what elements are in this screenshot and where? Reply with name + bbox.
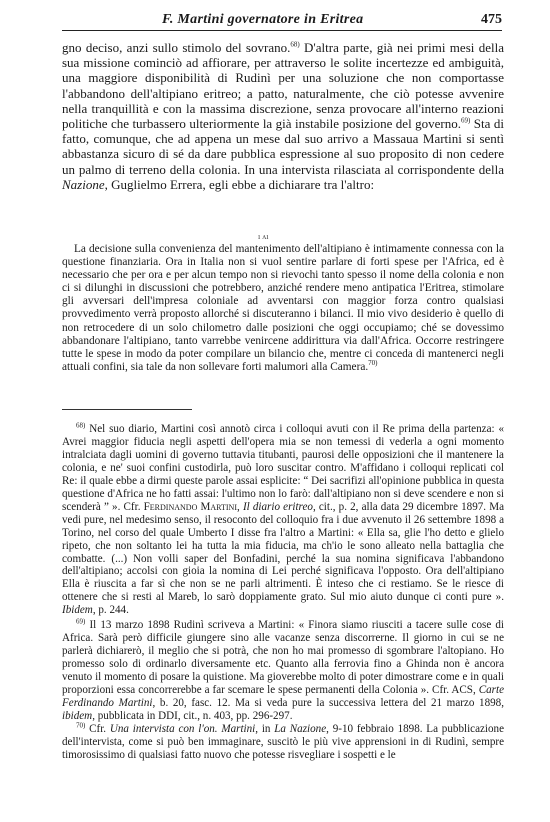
text-run: , p. 244.	[92, 604, 129, 617]
text-run: gno deciso, anzi sullo stimolo del sovrano.	[62, 40, 291, 55]
footnote-70	[62, 723, 504, 762]
text-run: Nel suo diario, Martini così annotò circa i colloqui avuti con il Re prima della partenza: « Avrei maggior fiducia negli aspetti dell'opera mia se non temessi di vederla a ogni momento intralciata dagli uomini di governo tuttavia titubanti, paurosi delle opposizioni che il mantenere la colonia, e ne' suoi confini custodirla, può loro suscitar contro. M'affidano i colloqui replicati col Re: il quale ebbe a dirmi queste parole assai esplicite: “ Dei sacrifizi all'opinione pubblica in questa questione d'Africa ne ho fatti assai: l'ultimo non lo farò: dall'altipiano non si deve scendere e non si scenderà ” ». Cfr.	[62, 423, 504, 513]
newspaper-name: Nazione	[62, 176, 105, 192]
text-run: Cfr.	[85, 722, 110, 735]
book-title: Il diario eritreo	[242, 500, 313, 513]
footnote-rule	[62, 409, 192, 410]
text-run: , 9-10 febbraio 1898. La pubblicazione dell'intervista, come si può ben immaginare, suscitò le più vive apprensioni in di Rudinì, sempre timorosissimo di qualsiasi fatto nuovo che potesse risvegliare i sospetti e le	[62, 722, 505, 761]
page-number: 475	[481, 12, 502, 27]
text-run: ,	[237, 500, 243, 513]
text-run: , Guglielmo Errera, egli ebbe a dichiarare tra l'altro:	[104, 176, 375, 192]
quote-text: La decisione sulla convenienza del mantenimento dell'altipiano è intimamente connessa con la questione finanziaria. Ora in Italia non si vuol sentire parlare di forti spese per l'Africa, ed è necessario che per ora e per alcun tempo non si rievochi tanto spesso il nome della colonia e non ci si dilunghi in discussioni che potrebbero, anziché rendere meno antipatica l'Eritrea, stimolare gli avversari dell'impresa coloniale ad avventarsi con maggior forza contro qualsiasi provvedimento verrà proposto allorché si discuteranno i bilanci. Il mio vivo desiderio è quello di non retrocedere di un solo chilometro dalle posizioni che oggi occupiamo; ché se dovessimo abbandonare l'altipiano, tanto varrebbe venircene addirittura via dall'Africa. Occorre restringere tutte le spese in modo da poter compilare un bilancio che, mentre ci conceda di mantenerci negli attuali confini, sia tale da non sollevare forti malumori alla Camera.	[62, 243, 504, 373]
article-title: Una intervista con l'on. Martini	[109, 722, 256, 735]
ibidem: ibidem	[62, 709, 93, 722]
text-run: , pubblicata in DDI, cit., n. 403, pp. 296-297.	[92, 709, 293, 722]
footnote-ref-70: 70)	[368, 359, 378, 368]
footnotes	[62, 423, 504, 762]
block-quote	[62, 243, 504, 374]
text-run: Sta di fatto, comunque, che ad appena un mese dal suo arrivo a Massaua Martini si sentì abbastanza sicuro di sé da dare pubblica espressione al suo proposito di non cedere un palmo di terreno della colonia. In una intervista rilasciata al corrispondente della	[62, 116, 504, 177]
main-text	[62, 40, 504, 192]
footnote-number: 68)	[76, 421, 86, 430]
text-run: D'altra parte, già nei primi mesi della sua missione cominciò ad affiorare, per attraverso le solite incertezze ed ambiguità, una maggiore disponibilità di Rudinì per una soluzione che non comportasse l'abbandono dell'altipiano eritreo; a patto, naturalmente, che ciò potesse avvenire nella tranquillità e con la massima discrezione, senza provocare all'interno reazioni politiche che turbassero ulteriormente la già instabile posizione del governo.	[62, 40, 504, 132]
archive-title: Carte Ferdinando Martini	[62, 684, 504, 710]
separator-mark: ı ʌı	[258, 232, 269, 241]
running-title: F. Martini governatore in Eritrea	[162, 12, 364, 27]
text-run: Il 13 marzo 1898 Rudinì scriveva a Martini: « Finora siamo riusciti a tacere sulle cose di Africa. Sarà però difficile giungere sino alle vacanze senza discorrerne. Il giorno in cui se ne parlerà dichiarerò, il meglio che si potrà, che non ho mai promesso di sgombrare l'altopiano. Ho promesso solo di ordinarlo diversamente etc. Quanto alla ferrovia fino a Ghinda non è ancora venuto il momento di posare la quistione. Ma gioverebbe molto di poter dimostrare come e in quali proporzioni essa concorrerebbe a far scemare le spese permanenti della Colonia ». Cfr. ACS,	[62, 619, 504, 697]
ibidem: Ibidem	[62, 604, 93, 617]
text-run: , cit., p. 2, alla data 29 dicembre 1897. Ma vedi pure, nel medesimo senso, il resoconto del colloquio fra i due avvenuto il 26 settembre 1898 a Torino, nel corso del quale Umberto I disse fra l'altro a Martini: « Ella sa, glie l'ho detto e glielo ripeto, che non soltanto lei ha tutta la mia fiducia, ma ch'io le sono alleato nella battaglia che combatte. (...) Non volli saper del Bonfadini, perché la sua nomina significava l'abbandono dell'altipiano; accolsi con gioia la nomina di Lei perché significava l'opposto. Ora dell'altipiano Ella è riuscita a far sì che non se ne parli altrimenti. È inteso che ci restiamo. Se le riesce di ottenere che si resti al Mareb, lo sarò doppiamente grato. Sul mio aiuto dunque ci conti pure ».	[62, 500, 505, 604]
footnote-68	[62, 423, 504, 617]
newspaper-name: La Nazione	[274, 722, 327, 735]
footnote-69	[62, 619, 504, 723]
author-name: Ferdinando Martini	[143, 500, 237, 513]
text-run: , b. 20, fasc. 12. Ma si veda pure la successiva lettera del 21 marzo 1898,	[152, 697, 504, 710]
running-header	[62, 10, 502, 31]
footnote-ref-68: 68)	[290, 40, 300, 49]
quote-paragraph	[62, 243, 504, 374]
text-run: , in	[255, 722, 275, 735]
footnote-ref-69: 69)	[461, 116, 471, 125]
main-paragraph	[62, 40, 504, 192]
footnote-number: 69)	[76, 617, 86, 626]
footnote-number: 70)	[76, 721, 86, 730]
